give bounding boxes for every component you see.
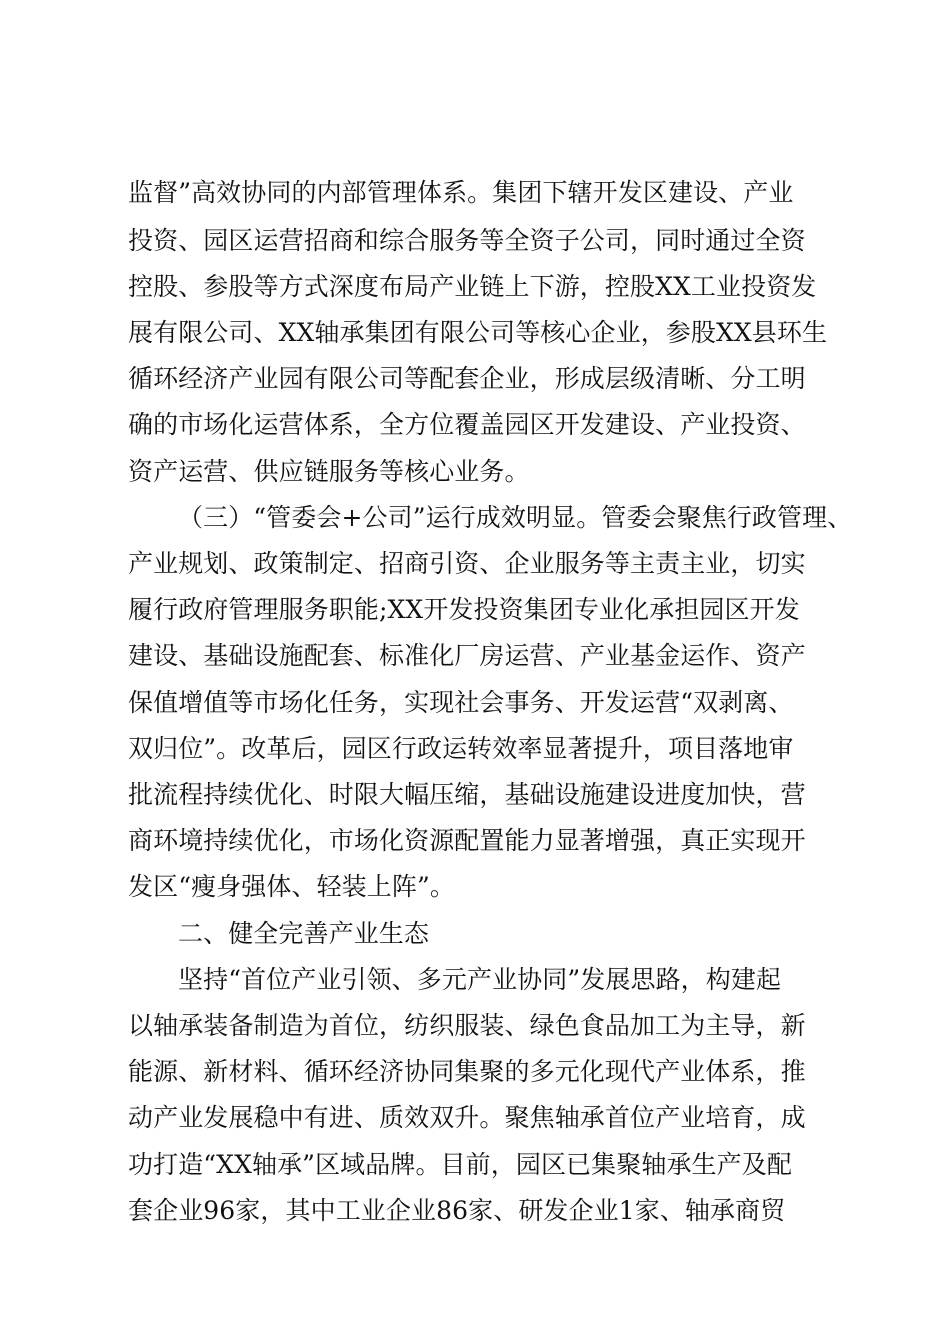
paragraph-first-line: 坚持“首位产业引领、多元产业协同”发展思路，构建起 bbox=[178, 965, 782, 994]
text-line: 产业规划、政策制定、招商引资、企业服务等主责主业，切实 bbox=[128, 549, 806, 578]
text-line: 投资、园区运营招商和综合服务等全资子公司，同时通过全资 bbox=[128, 226, 806, 255]
text-line: 动产业发展稳中有进、质效双升。聚焦轴承首位产业培育，成 bbox=[128, 1103, 806, 1132]
chapter-heading: 二、健全完善产业生态 bbox=[178, 919, 430, 948]
section-heading-three: （三）“管委会+公司”运行成效明显。管委会聚焦行政管理、 bbox=[178, 503, 853, 532]
text-line: 确的市场化运营体系，全方位覆盖园区开发建设、产业投资、 bbox=[128, 410, 806, 439]
text-line: 发区“瘦身强体、轻装上阵”。 bbox=[128, 872, 455, 901]
text-line: 循环经济产业园有限公司等配套企业，形成层级清晰、分工明 bbox=[128, 364, 806, 393]
text-line: 商环境持续优化，市场化资源配置能力显著增强，真正实现开 bbox=[128, 826, 806, 855]
text-line: 履行政府管理服务职能;XX开发投资集团专业化承担园区开发 bbox=[128, 595, 800, 624]
text-line: 监督”高效协同的内部管理体系。集团下辖开发区建设、产业 bbox=[128, 178, 794, 207]
text-line: 展有限公司、XX轴承集团有限公司等核心企业，参股XX县环生 bbox=[128, 318, 828, 347]
text-line: 批流程持续优化、时限大幅压缩，基础设施建设进度加快，营 bbox=[128, 780, 806, 809]
text-line: 套企业96家，其中工业企业86家、研发企业1家、轴承商贸 bbox=[128, 1196, 786, 1225]
text-line: 资产运营、供应链服务等核心业务。 bbox=[128, 457, 530, 486]
text-line: 控股、参股等方式深度布局产业链上下游，控股XX工业投资发 bbox=[128, 272, 817, 301]
text-line: 以轴承装备制造为首位，纺织服装、绿色食品加工为主导，新 bbox=[128, 1011, 806, 1040]
text-line: 建设、基础设施配套、标准化厂房运营、产业基金运作、资产 bbox=[128, 641, 806, 670]
text-line: 保值增值等市场化任务，实现社会事务、开发运营“双剥离、 bbox=[128, 688, 794, 717]
text-line: 能源、新材料、循环经济协同集聚的多元化现代产业体系，推 bbox=[128, 1057, 806, 1086]
text-line: 双归位”。改革后，园区行政运转效率显著提升，项目落地审 bbox=[128, 734, 794, 763]
text-line: 功打造“XX轴承”区域品牌。目前，园区已集聚轴承生产及配 bbox=[128, 1150, 792, 1179]
